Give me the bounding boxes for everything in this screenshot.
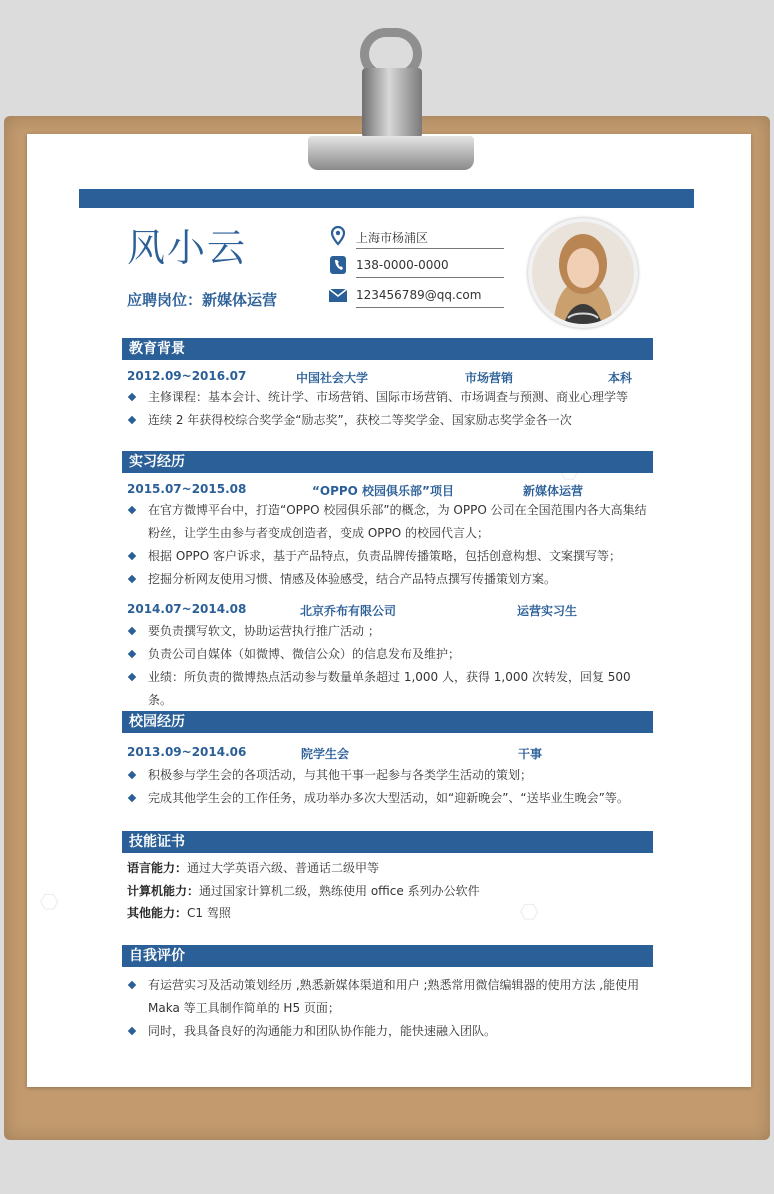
watermark: ⬡ xyxy=(35,886,65,919)
list-item: 负责公司自媒体（如微博、微信公众）的信息发布及维护； xyxy=(129,643,651,666)
list-item: 积极参与学生会的各项活动，与其他干事一起参与各类学生活动的策划； xyxy=(129,764,651,787)
job-date: 2015.07~2015.08 xyxy=(127,482,247,496)
list-item: 在官方微博平台中，打造“OPPO 校园俱乐部”的概念，为 OPPO 公司在全国范围内各大高集结粉丝，让学生由参与者变成创造者，变成 OPPO 的校园代言人； xyxy=(129,499,651,545)
campus-role: 干事 xyxy=(518,747,543,761)
education-entry-header xyxy=(127,369,657,385)
header-bar xyxy=(79,189,694,208)
location-pin-icon xyxy=(328,226,348,246)
skill-row: 其他能力：C1 驾照 xyxy=(127,906,231,920)
list-item: 有运营实习及活动策划经历 ,熟悉新媒体渠道和用户 ;熟悉常用微信编辑器的使用方法 ,能使用 Maka 等工具制作简单的 H5 页面； xyxy=(129,974,651,1020)
list-item: 挖掘分析网友使用习惯、情感及体验感受，结合产品特点撰写传播策划方案。 xyxy=(129,568,651,591)
campus-entry-header xyxy=(127,745,657,761)
email-text: 123456789@qq.com xyxy=(356,288,482,302)
internship-entry-header xyxy=(127,602,657,618)
skill-row: 语言能力：通过大学英语六级、普通话二级甲等 xyxy=(127,861,380,875)
section-self-eval-header xyxy=(122,945,653,967)
job-role: 运营实习生 xyxy=(517,604,578,618)
section-campus-header xyxy=(122,711,653,733)
section-title: 实习经历 xyxy=(129,454,185,470)
skill-row: 计算机能力：通过国家计算机二级，熟练使用 office 系列办公软件 xyxy=(127,884,480,898)
section-title: 自我评价 xyxy=(129,948,185,964)
list-item: 完成其他学生会的工作任务，成功举办多次大型活动，如“迎新晚会”、“送毕业生晚会”等。 xyxy=(129,787,651,810)
candidate-name: 风小云 xyxy=(127,226,248,270)
address-text: 上海市杨浦区 xyxy=(356,231,429,245)
job-org: “OPPO 校园俱乐部”项目 xyxy=(312,484,454,498)
contact-phone xyxy=(328,255,504,281)
avatar xyxy=(528,218,638,328)
section-title: 技能证书 xyxy=(129,834,185,850)
campus-org: 院学生会 xyxy=(301,747,350,761)
edu-school: 中国社会大学 xyxy=(296,371,369,385)
section-title: 教育背景 xyxy=(129,341,185,357)
edu-major: 市场营销 xyxy=(465,371,514,385)
campus-date: 2013.09~2014.06 xyxy=(127,745,247,759)
job-org: 北京乔布有限公司 xyxy=(300,604,397,618)
contact-address xyxy=(328,226,504,252)
list-item: 根据 OPPO 客户诉求，基于产品特点，负责品牌传播策略，包括创意构想、文案撰写等； xyxy=(129,545,651,568)
list-item: 业绩：所负责的微博热点活动参与数量单条超过 1,000 人，获得 1,000 次转发，回复 500 条。 xyxy=(129,666,651,712)
edu-degree: 本科 xyxy=(608,371,633,385)
mail-icon xyxy=(328,285,348,305)
phone-icon xyxy=(328,255,348,275)
internship-entry-header xyxy=(127,482,657,498)
section-education-header xyxy=(122,338,653,360)
list-item: 主修课程：基本会计、统计学、市场营销、国际市场营销、市场调查与预测、商业心理学等 xyxy=(129,386,651,409)
watermark: ⬡ xyxy=(515,896,545,929)
contact-email xyxy=(328,285,504,311)
section-internship-header xyxy=(122,451,653,473)
phone-text: 138-0000-0000 xyxy=(356,258,449,272)
list-item: 要负责撰写软文，协助运营执行推广活动 ； xyxy=(129,620,651,643)
list-item: 连续 2 年获得校综合奖学金“励志奖”，获校二等奖学金、国家励志奖学金各一次 xyxy=(129,409,651,432)
edu-date: 2012.09~2016.07 xyxy=(127,369,247,383)
job-title: 应聘岗位：新媒体运营 xyxy=(127,291,278,309)
list-item: 同时，我具备良好的沟通能力和团队协作能力，能快速融入团队。 xyxy=(129,1020,651,1043)
job-date: 2014.07~2014.08 xyxy=(127,602,247,616)
job-role: 新媒体运营 xyxy=(523,484,584,498)
section-skills-header xyxy=(122,831,653,853)
section-title: 校园经历 xyxy=(129,714,185,730)
binder-clip-icon xyxy=(308,28,474,176)
